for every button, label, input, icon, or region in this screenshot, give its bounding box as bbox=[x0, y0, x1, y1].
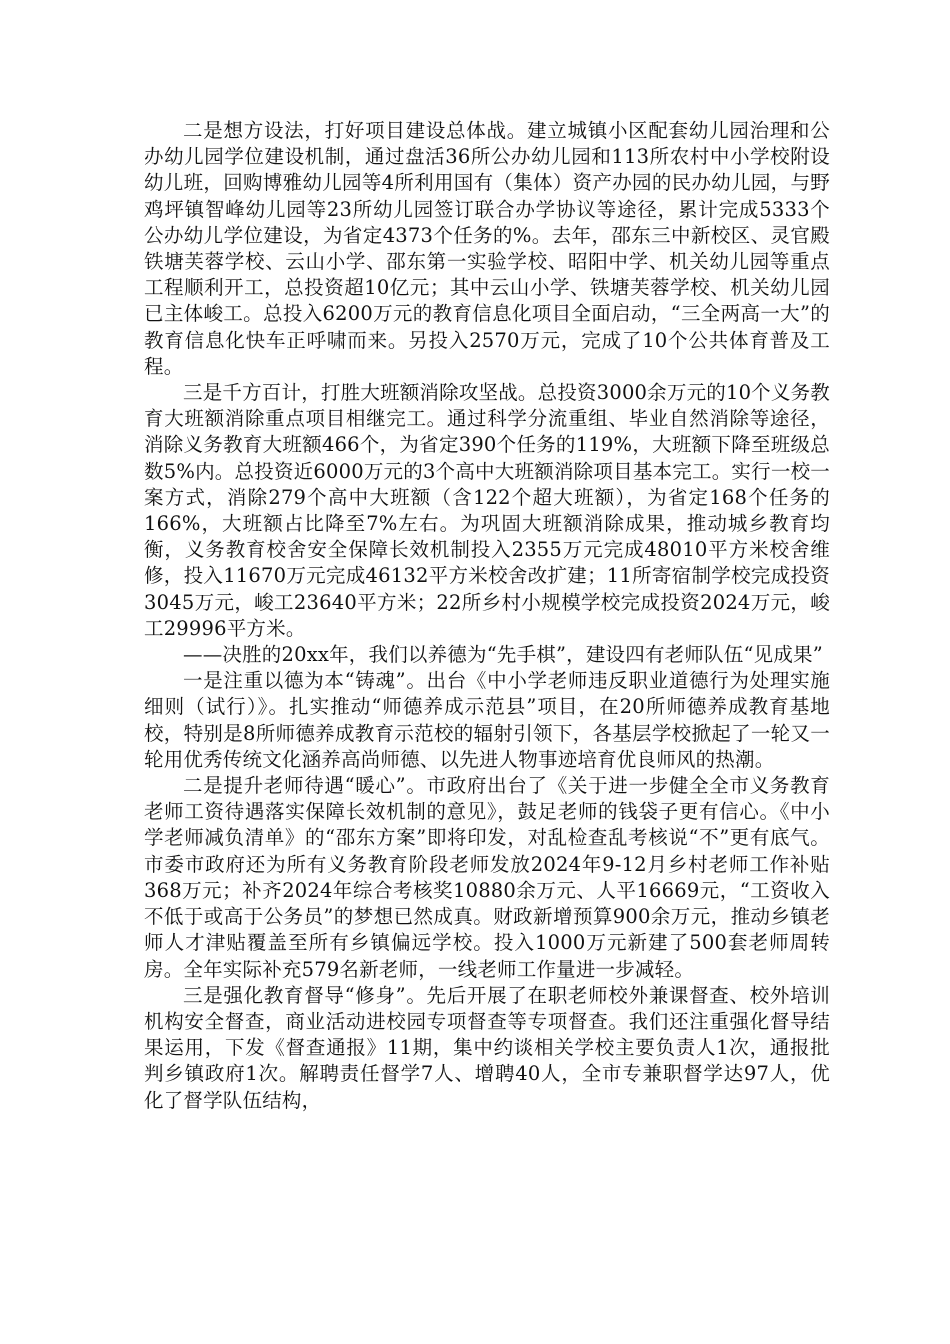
paragraph-teacher-pay: 二是提升老师待遇“暖心”。市政府出台了《关于进一步健全全市义务教育老师工资待遇落实保障长效机制的意见》，鼓足老师的钱袋子更有信心。《中小学老师减负清单》的“邵东方案”即将印发，对乱检查乱考核说“不”更有底气。市委市政府还为所有义务教育阶段老师发放2024年9-12月乡村老师工作补贴368万元；补齐2024年综合考核奖10880余万元、人平16669元，“工资收入不低于或高于公务员”的梦想已然成真。财政新增预算900余万元，推动乡镇老师人才津贴覆盖至所有乡镇偏远学校。投入1000万元新建了500套老师周转房。全年实际补充579名新老师，一线老师工作量进一步减轻。 bbox=[144, 774, 830, 981]
paragraph-education-supervision: 三是强化教育督导“修身”。先后开展了在职老师校外兼课督查、校外培训机构安全督查，商业活动进校园专项督查等专项督查。我们还注重强化督导结果运用，下发《督查通报》11期，集中约谈相关学校主要负责人1次，通报批判乡镇政府1次。解聘责任督学7人、增聘40人，全市专兼职督学达97人，优化了督学队伍结构， bbox=[144, 983, 830, 1112]
document-body bbox=[144, 118, 830, 1114]
paragraph-section-heading: ——决胜的20xx年，我们以养德为“先手棋”，建设四有老师队伍“见成果” bbox=[183, 643, 823, 667]
paragraph-large-class-elimination: 三是千方百计，打胜大班额消除攻坚战。总投资3000余万元的10个义务教育大班额消除重点项目相继完工。通过科学分流重组、毕业自然消除等途径，消除义务教育大班额466个，为省定390个任务的119%，大班额下降至班级总数5%内。总投资近6000万元的3个高中大班额消除项目基本完工。实行一校一案方式，消除279个高中大班额（含122个超大班额），为省定168个任务的166%，大班额占比降至7%左右。为巩固大班额消除成果，推动城乡教育均衡，义务教育校舍安全保障长效机制投入2355万元完成48010平方米校舍维修，投入11670万元完成46132平方米校舍改扩建；11所寄宿制学校完成投资3045万元，峻工23640平方米；22所乡村小规模学校完成投资2024万元，峻工29996平方米。 bbox=[144, 381, 830, 640]
paragraph-project-construction: 二是想方设法，打好项目建设总体战。建立城镇小区配套幼儿园治理和公办幼儿园学位建设机制，通过盘活36所公办幼儿园和113所农村中小学校附设幼儿班，回购博雅幼儿园等4所利用国有（集体）资产办园的民办幼儿园，与野鸡坪镇智峰幼儿园等23所幼儿园签订联合办学协议等途径，累计完成5333个公办幼儿学位建设，为省定4373个任务的%。去年，邵东三中新校区、灵官殿铁塘芙蓉学校、云山小学、邵东第一实验学校、昭阳中学、机关幼儿园等重点工程顺利开工，总投资超10亿元；其中云山小学、铁塘芙蓉学校、机关幼儿园已主体峻工。总投入6200万元的教育信息化项目全面启动，“三全两高一大”的教育信息化快车正呼啸而来。另投入2570万元，完成了10个公共体育普及工程。 bbox=[144, 119, 830, 378]
paragraph-teacher-ethics: 一是注重以德为本“铸魂”。出台《中小学老师违反职业道德行为处理实施细则（试行）》。扎实推动“师德养成示范县”项目，在20所师德养成教育基地校，特别是8所师德养成教育示范校的辐射引领下，各基层学校掀起了一轮又一轮用优秀传统文化涵养高尚师德、以先进人物事迹培育优良师风的热潮。 bbox=[144, 669, 830, 771]
